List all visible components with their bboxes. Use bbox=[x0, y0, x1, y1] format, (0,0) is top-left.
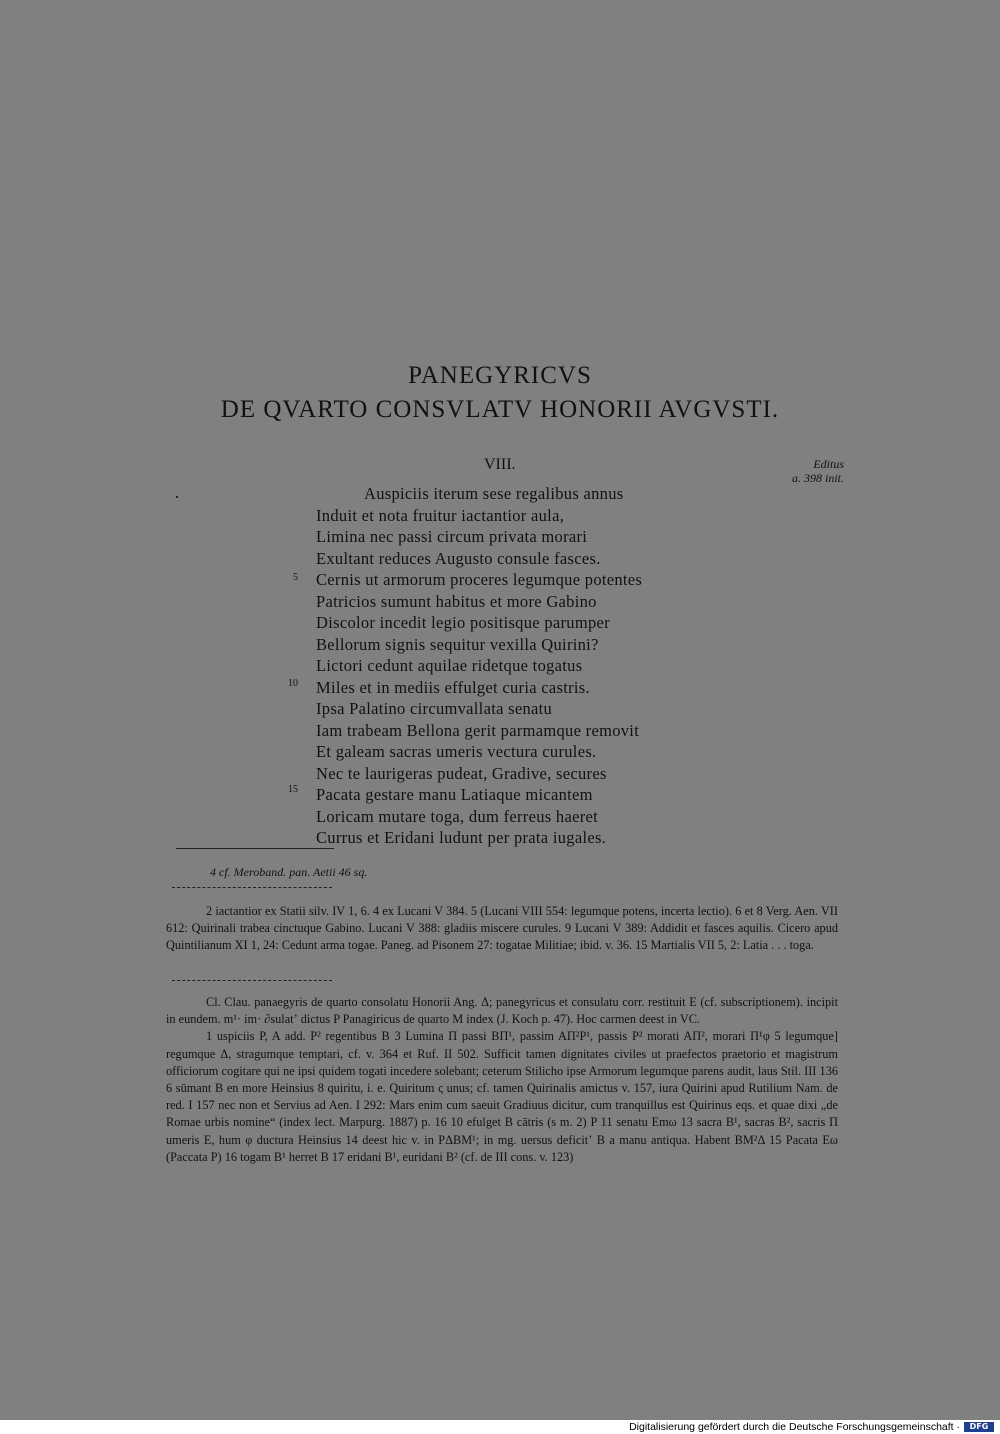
verse-line: Patricios sumunt habitus et more Gabino bbox=[316, 591, 597, 611]
parallel-note: 4 cf. Meroband. pan. Aetii 46 sq. bbox=[210, 865, 368, 879]
editus-line-1: Editus bbox=[813, 457, 844, 471]
line-number: 10 bbox=[288, 678, 298, 689]
apparatus-main: 1 uspiciis P, A add. P² regentibus B 3 Lumina Π passi BΠ¹, passim AΠ²P¹, passis P² morati AΠ², morari Π¹φ 5 legumque] regumque Δ, stragumque temptari, cf. v. 364 et Ruf. II 502. Sufficit tamen dignitates civiles ut praefectos praetorio et magistrum officiorum cogitare qui ne ipsi quidem togati incedere solebant; ceterum Stilicho ipse Armorum legumque parens audit, laus Stil. III 136 6 sūmant B en more Heinsius 8 quiritu, i. e. Quiritum ς unus; cf. tamen Quirinalis amictus v. 157, iura Quirini apud Rutilium Nam. de red. I 157 nec non et Servius ad Aen. I 292: Mars enim cum saeuit Gradiuus dicitur, cum tranquillus est Quirinus eqs. et quae dixi „de Romae urbis nomine“ (index lect. Marpurg. 1887) p. 16 10 efulget B cātris (s m. 2) P 11 senatu Emω 13 sacra B¹, sacras B², sacris Π umeris E, hum φ ductura Heinsius 14 deest hic v. in PΔBM¹; in mg. uersus deficitʼ B a manu antiqua. Habent BM²Δ 15 Pacata Eω (Paccata P) 16 togam B¹ herret B 17 eridani B¹, euridani B² (cf. de III cons. v. 123) bbox=[166, 1029, 838, 1164]
verse-line: Loricam mutare toga, dum ferreus haeret bbox=[316, 806, 598, 826]
verse-line: Pacata gestare manu Latiaque micantem bbox=[316, 785, 593, 804]
verse-line: Exultant reduces Augusto consule fasces. bbox=[316, 548, 601, 568]
funding-text: Digitalisierung gefördert durch die Deutsche Forschungsgemeinschaft · bbox=[629, 1421, 960, 1433]
verse-line: Lictori cedunt aquilae ridetque togatus bbox=[316, 656, 583, 675]
verse-line: Limina nec passi circum privata morari bbox=[316, 527, 588, 546]
verse-line: Iam trabeam Bellona gerit parmamque removit bbox=[316, 720, 640, 740]
apparatus-intro: Cl. Clau. panaegyris de quarto consolatu Honorii Ang. Δ; panegyricus et consulatu corr. restituit E (cf. subscriptionem). incipit in eundem. m¹· im· ∂sulatʼ dictus P Panagiricus de quarto M index (J. Koch p. 47). Hoc carmen deest in VC. bbox=[166, 995, 838, 1027]
separator-dash bbox=[172, 980, 332, 981]
separator-dash bbox=[172, 887, 332, 888]
verse-line: Induit et nota fruitur iactantior aula, bbox=[316, 505, 565, 525]
editus-line-2: a. 398 init. bbox=[791, 471, 844, 485]
verse-line: Et galeam sacras umeris vectura curules. bbox=[316, 742, 597, 761]
funding-footer bbox=[0, 1420, 1000, 1434]
title-line-1: PANEGYRICVS bbox=[408, 362, 592, 389]
verse-block bbox=[316, 483, 642, 849]
verse-line: Miles et in mediis effulget curia castris. bbox=[316, 677, 590, 697]
dfg-logo: DFG bbox=[964, 1422, 994, 1432]
critical-apparatus bbox=[166, 994, 838, 1166]
verse-line: Cernis ut armorum proceres legumque potentes bbox=[316, 570, 643, 589]
line-number: 15 bbox=[288, 784, 298, 795]
editus-note bbox=[740, 457, 844, 485]
verse-line: Currus et Eridani ludunt per prata iugales. bbox=[316, 828, 607, 847]
line-number: 5 bbox=[293, 572, 298, 583]
poem-number: VIII. bbox=[484, 456, 516, 473]
verse-line: Discolor incedit legio positisque parumper bbox=[316, 613, 610, 632]
verse-line: Nec te laurigeras pudeat, Gradive, secures bbox=[316, 763, 607, 783]
verse-line: Bellorum signis sequitur vexilla Quirini? bbox=[316, 634, 599, 654]
title-line-2: DE QVARTO CONSVLATV HONORII AVGVSTI. bbox=[220, 396, 780, 423]
verse-line: Auspiciis iterum sese regalibus annus bbox=[364, 484, 624, 503]
scan-speck bbox=[176, 496, 178, 498]
verse-line: Ipsa Palatino circumvallata senatu bbox=[316, 699, 553, 718]
sources-apparatus bbox=[166, 903, 838, 955]
separator-rule bbox=[176, 848, 334, 849]
sources-text: 2 iactantior ex Statii silv. IV 1, 6. 4 ex Lucani V 384. 5 (Lucani VIII 554: legumque potens, incerta lectio). 6 et 8 Verg. Aen. VII 612: Quirinali trabea cinctuque Gabino. Lucani V 388: gladiis miscere curules. 9 Lucani V 389: Addidit et fasces aquilis. Cicero apud Quintilianum XI 1, 24: Cedunt arma togae. Paneg. ad Pisonem 27: togatae Militiae; ibid. v. 36. 15 Martialis VII 5, 2: Latia . . . toga. bbox=[166, 904, 838, 953]
